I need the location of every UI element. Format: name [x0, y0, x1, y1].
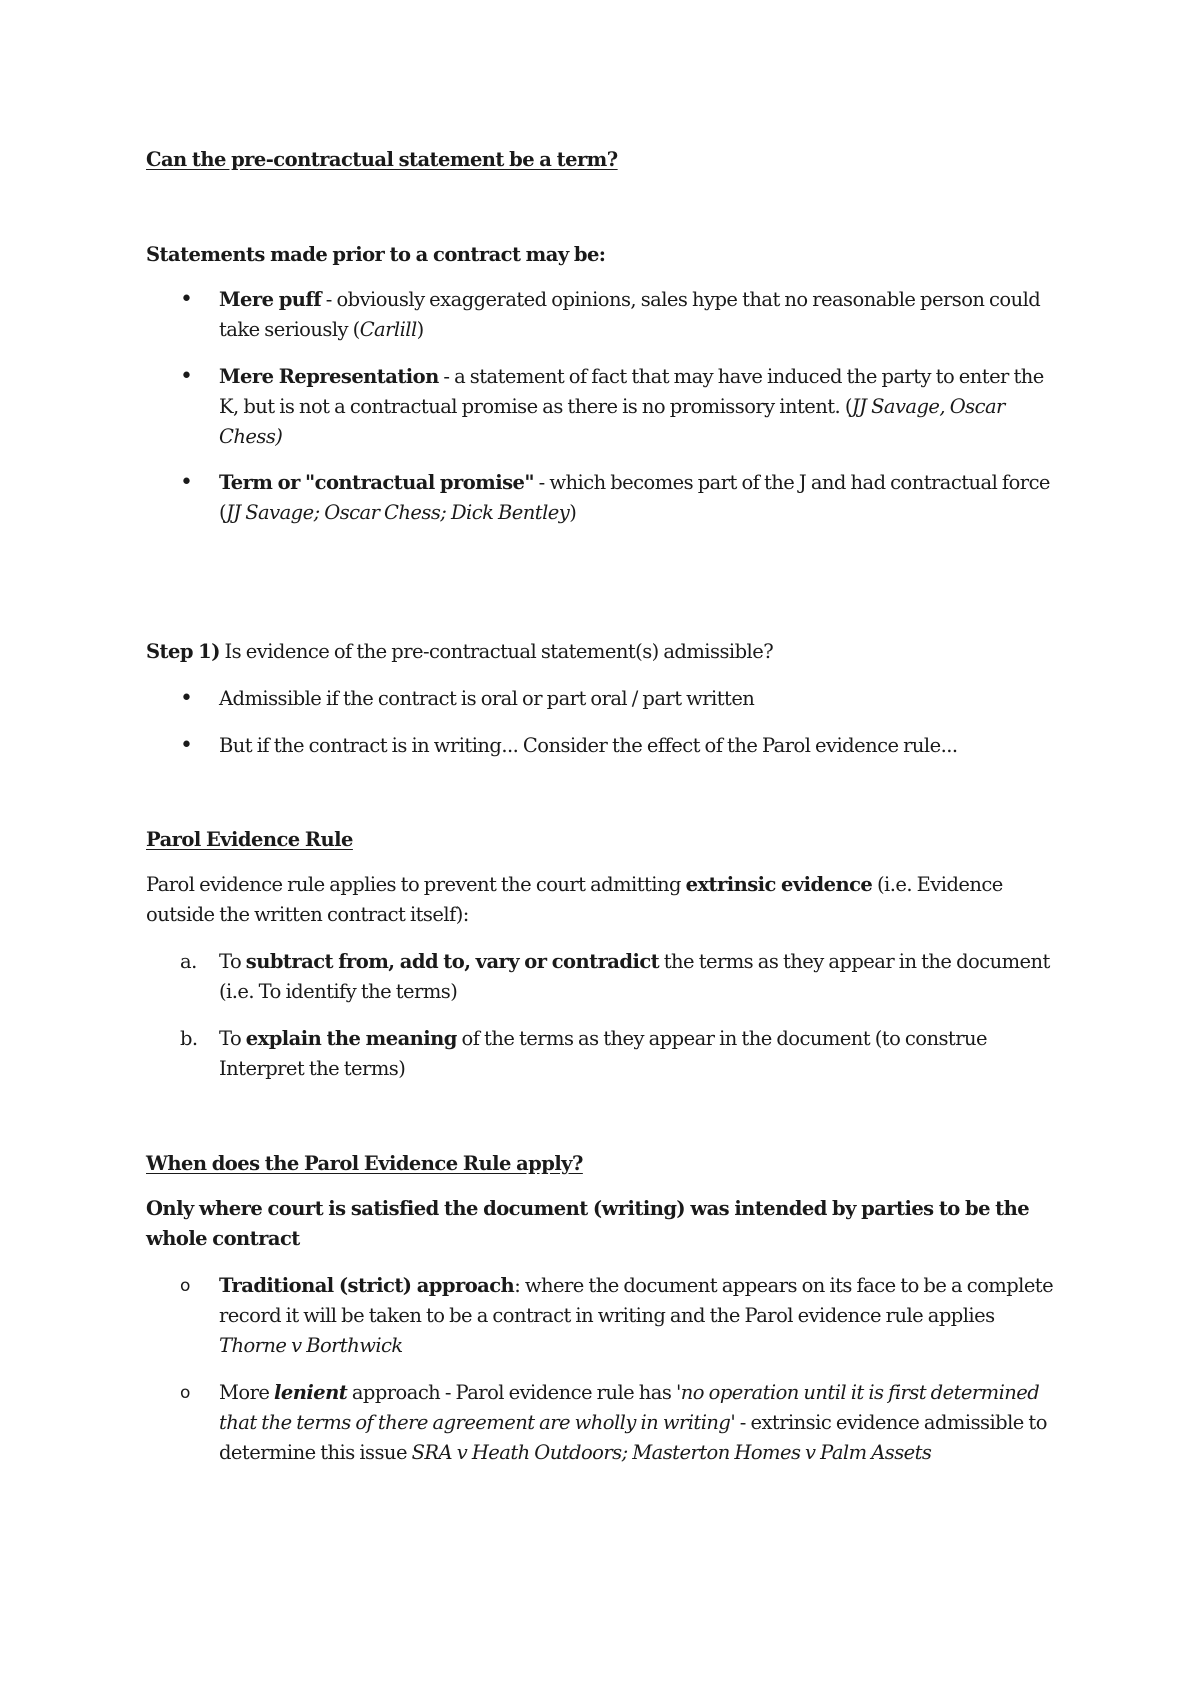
- list-item-text: Mere Representation - a statement of fact that may have induced the party to enter the K, but is not a contractual promise as there is no promissory intent. (JJ Savage, Oscar Chess): [219, 365, 1044, 448]
- list-item-text: Traditional (strict) approach: where the document appears on its face to be a complete record it will be taken to be a contract in writing and the Parol evidence rule applies Thorne v Borthwick: [219, 1274, 1054, 1357]
- bullet-icon: •: [180, 364, 193, 389]
- bullet-icon: •: [180, 686, 193, 711]
- list-item-text: But if the contract is in writing... Consider the effect of the Parol evidence rule...: [219, 734, 958, 757]
- bullet-icon: •: [180, 470, 193, 495]
- list-marker: a.: [180, 950, 197, 973]
- heading-when-does-rule-apply: When does the Parol Evidence Rule apply?: [146, 1152, 583, 1175]
- parol-paragraph: Parol evidence rule applies to prevent the court admitting extrinsic evidence (i.e. Evidence outside the written contract itself):: [146, 873, 1003, 926]
- list-marker: b.: [180, 1027, 198, 1050]
- step-1-question: Step 1) Is evidence of the pre-contractual statement(s) admissible?: [146, 640, 774, 663]
- circle-bullet-icon: o: [180, 1383, 190, 1403]
- bullet-icon: •: [180, 287, 193, 312]
- list-item-text: More lenient approach - Parol evidence rule has 'no operation until it is first determined that the terms of there agreement are wholly in writing' - extrinsic evidence admissible to determine this issue SRA v Heath Outdoors; Masterton Homes v Palm Assets: [219, 1381, 1047, 1464]
- heading-pre-contractual-term: Can the pre-contractual statement be a term?: [146, 148, 618, 171]
- list-item-text: To subtract from, add to, vary or contradict the terms as they appear in the document (i.e. To identify the terms): [219, 950, 1050, 1003]
- heading-parol-evidence-rule: Parol Evidence Rule: [146, 828, 353, 851]
- list-item-text: Term or "contractual promise" - which becomes part of the J and had contractual force (JJ Savage; Oscar Chess; Dick Bentley): [219, 471, 1050, 524]
- list-item-text: Mere puff - obviously exaggerated opinions, sales hype that no reasonable person could take seriously (Carlill): [219, 288, 1041, 341]
- circle-bullet-icon: o: [180, 1276, 190, 1296]
- apply-intro: Only where court is satisfied the document (writing) was intended by parties to be the whole contract: [146, 1197, 1030, 1250]
- list-item-text: To explain the meaning of the terms as they appear in the document (to construe Interpret the terms): [219, 1027, 987, 1080]
- bullet-icon: •: [180, 733, 193, 758]
- statements-intro: Statements made prior to a contract may be:: [146, 243, 606, 266]
- list-item-text: Admissible if the contract is oral or part oral / part written: [219, 687, 755, 710]
